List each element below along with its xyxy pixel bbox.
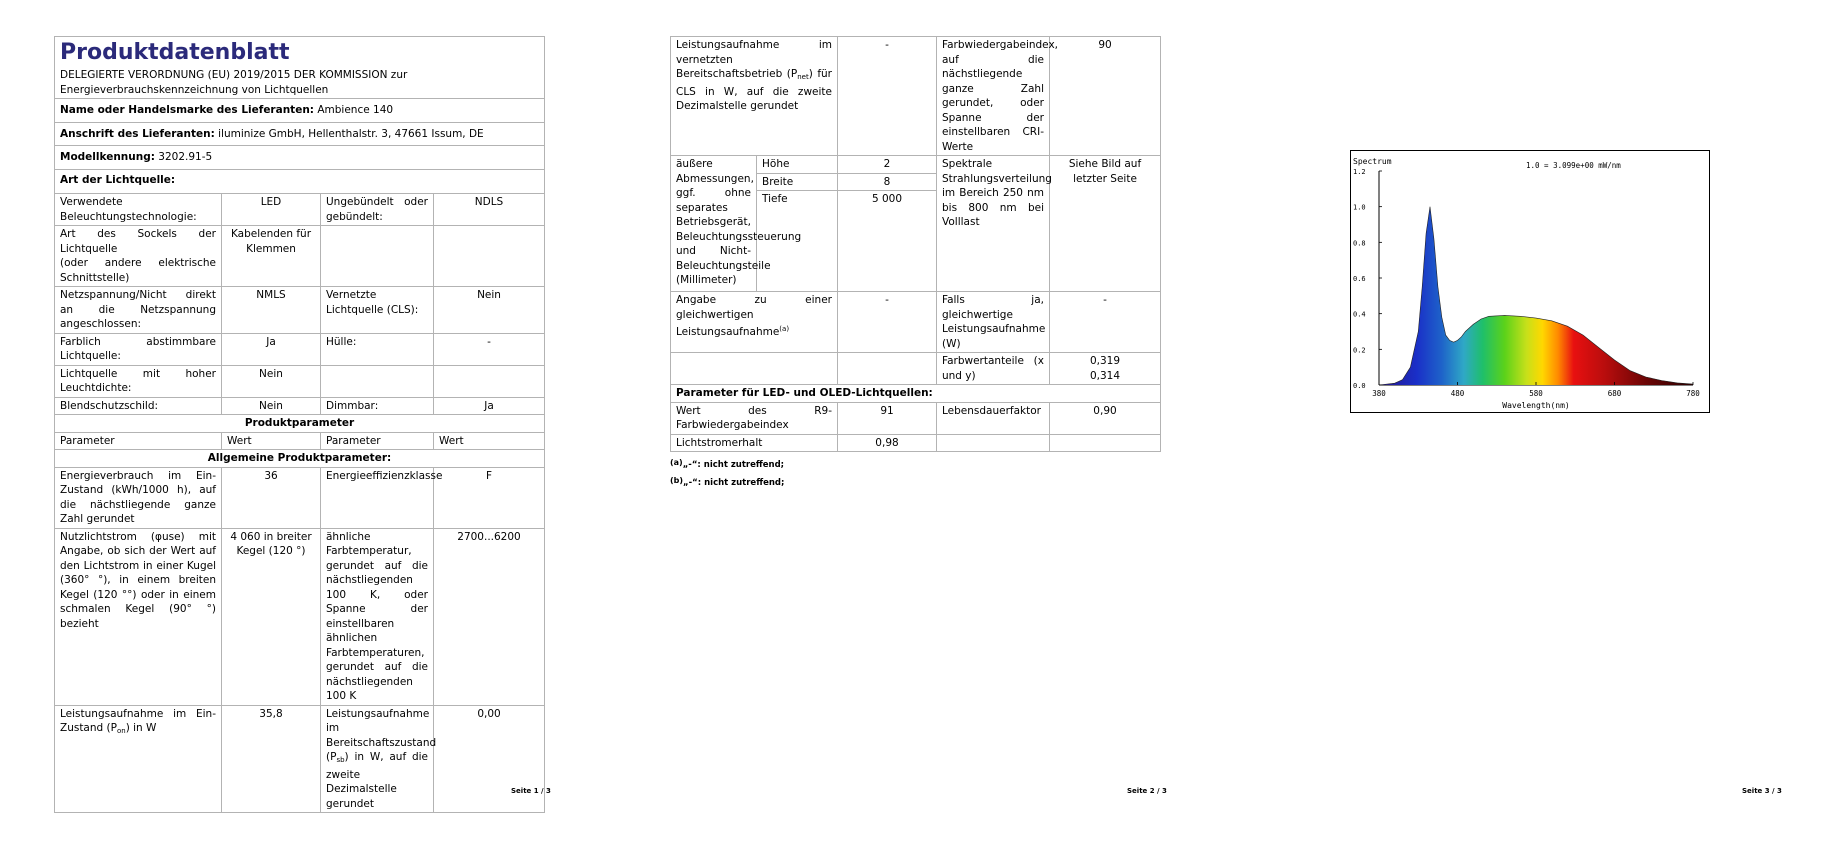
general-params-heading: Allgemeine Produktparameter: bbox=[55, 450, 545, 468]
lumen-label: Lichtstromerhalt bbox=[671, 434, 838, 452]
param-col-header: Parameter bbox=[321, 432, 434, 450]
socket-label-a: Art des Sockels der Lichtquelle bbox=[60, 228, 216, 255]
pnet-label: Leistungsaufnahme im vernetzten Bereitschaftsbetrieb $(P_{net})$ für CLS in W, auf die zweite Dezimalstelle gerundet bbox=[671, 37, 838, 156]
y-tick-label: 1.2 bbox=[1353, 168, 1366, 176]
glare-label: Blendschutzschild: bbox=[55, 397, 222, 415]
supplier-address-value: iluminize GmbH, Hellenthalstr. 3, 47661 Issum, DE bbox=[218, 127, 484, 140]
light-source-type-heading: Art der Lichtquelle: bbox=[55, 169, 545, 194]
supplier-name-value: Ambience 140 bbox=[317, 104, 394, 116]
cri-label: Farbwiedergabeindex, auf die nächstliegende ganze Zahl gerundet, oder Spanne der einstellbaren CRI-Werte bbox=[937, 37, 1050, 156]
y-tick-label: 0.6 bbox=[1353, 275, 1366, 283]
envelope-value: - bbox=[434, 333, 545, 365]
x-tick-label: 580 bbox=[1529, 389, 1543, 398]
x-tick-label: 780 bbox=[1686, 389, 1700, 398]
supplier-address-label: Anschrift des Lieferanten: bbox=[60, 127, 215, 140]
y-tick-label: 0.2 bbox=[1353, 346, 1366, 355]
width-value: 8 bbox=[838, 173, 937, 191]
depth-label: Tiefe bbox=[757, 191, 838, 292]
ndls-value: NDLS bbox=[434, 194, 545, 226]
luminance-label: Lichtquelle mit hoher Leuchtdichte: bbox=[55, 365, 222, 397]
depth-value: 5 000 bbox=[838, 191, 937, 292]
value-col-header: Wert bbox=[222, 432, 321, 450]
empty-cell bbox=[838, 353, 937, 385]
cct-label: ähnliche Farbtemperatur, gerundet auf die nächstliegenden 100 K, oder Spanne der einstellbaren ähnlichen Farbtemperaturen, gerundet auf die nächstliegenden 100 K bbox=[321, 528, 434, 705]
x-tick-label: 480 bbox=[1450, 389, 1465, 398]
x-tick-label: 680 bbox=[1607, 389, 1622, 398]
scale-note: 1.0 = 3.099e+00 mW/nm bbox=[1526, 161, 1621, 170]
empty-cell bbox=[1050, 434, 1161, 452]
tunable-value: Ja bbox=[222, 333, 321, 365]
footnote-a: (a)„-“: nicht zutreffend; bbox=[670, 458, 785, 470]
cct-value: 2700...6200 bbox=[434, 528, 545, 705]
regulation-text: DELEGIERTE VERORDNUNG (EU) 2019/2015 DER KOMMISSION zur Energieverbrauchskennzeichnung von Lichtquellen bbox=[60, 69, 408, 96]
spectrum-label: Spectrum bbox=[1353, 157, 1392, 166]
empty-cell bbox=[671, 353, 838, 385]
page-title: Produktdatenblatt bbox=[60, 40, 290, 65]
y-tick-label: 0.4 bbox=[1353, 310, 1366, 319]
y-tick-label: 0.0 bbox=[1353, 382, 1366, 390]
page-3-footer: Seite 3 / 3 bbox=[1742, 787, 1782, 795]
spectral-value: Siehe Bild auf letzter Seite bbox=[1050, 156, 1161, 292]
dimmable-value: Ja bbox=[434, 397, 545, 415]
product-sheet-table-page-1 bbox=[54, 36, 545, 813]
equiv-value: - bbox=[838, 292, 937, 353]
if-equiv-label: Falls ja, gleichwertige Leistungsaufnahme (W) bbox=[937, 292, 1050, 353]
cls-value: Nein bbox=[434, 287, 545, 334]
footnote-b: (b)„-“: nicht zutreffend; bbox=[670, 476, 785, 488]
x-tick-label: 380 bbox=[1372, 389, 1386, 398]
flux-value: 4 060 in breiter Kegel (120 °) bbox=[222, 528, 321, 705]
survival-value: 0,90 bbox=[1050, 402, 1161, 434]
socket-label-b: (oder andere elektrische Schnittstelle) bbox=[60, 257, 216, 284]
param-col-header: Parameter bbox=[55, 432, 222, 450]
model-label: Modellkennung: bbox=[60, 151, 155, 163]
socket-value: Kabelenden für Klemmen bbox=[222, 226, 321, 287]
glare-value: Nein bbox=[222, 397, 321, 415]
x-axis-label: Wavelength(nm) bbox=[1502, 401, 1570, 410]
spectral-label: Spektrale Strahlungsverteilung im Bereich 250 nm bis 800 nm bei Volllast bbox=[937, 156, 1050, 292]
product-sheet-table-page-2 bbox=[670, 36, 1161, 452]
mains-label: Netzspannung/Nicht direkt an die Netzspannung angeschlossen: bbox=[55, 287, 222, 334]
dimmable-label: Dimmbar: bbox=[321, 397, 434, 415]
envelope-label: Hülle: bbox=[321, 333, 434, 365]
spectrum-chart bbox=[1351, 151, 1709, 412]
energy-label: Energieverbrauch im Ein-Zustand (kWh/1000 h), auf die nächstliegende ganze Zahl gerundet bbox=[55, 467, 222, 528]
mains-value: NMLS bbox=[222, 287, 321, 334]
psb-value: 0,00 bbox=[434, 705, 545, 813]
eff-class-label: Energieeffizienzklasse bbox=[321, 467, 434, 528]
tunable-label: Farblich abstimmbare Lichtquelle: bbox=[55, 333, 222, 365]
eff-class-value: F bbox=[434, 467, 545, 528]
r9-value: 91 bbox=[838, 402, 937, 434]
height-value: 2 bbox=[838, 156, 937, 174]
page-2-footer: Seite 2 / 3 bbox=[1127, 787, 1167, 795]
pon-label: Leistungsaufnahme im Ein-Zustand $(P_{on})$ in W bbox=[55, 705, 222, 813]
cri-value: 90 bbox=[1050, 37, 1161, 156]
chroma-value: 0,319 0,314 bbox=[1050, 353, 1161, 385]
page-1-footer: Seite 1 / 3 bbox=[511, 787, 551, 795]
height-label: Höhe bbox=[757, 156, 838, 174]
y-tick-label: 0.8 bbox=[1353, 239, 1366, 248]
tech-label: Verwendete Beleuchtungstechnologie: bbox=[55, 194, 222, 226]
y-tick-label: 1.0 bbox=[1353, 203, 1366, 212]
empty-cell bbox=[434, 365, 545, 397]
chroma-label: Farbwertanteile (x und y) bbox=[937, 353, 1050, 385]
page-1 bbox=[54, 36, 545, 813]
led-params-heading: Parameter für LED- und OLED-Lichtquellen: bbox=[671, 385, 1161, 403]
ndls-label: Ungebündelt oder gebündelt: bbox=[321, 194, 434, 226]
cls-label: Vernetzte Lichtquelle (CLS): bbox=[321, 287, 434, 334]
empty-cell bbox=[321, 365, 434, 397]
equiv-label: Angabe zu einer gleichwertigen Leistungsaufnahme$^{(a)}$ bbox=[671, 292, 838, 353]
if-equiv-value: - bbox=[1050, 292, 1161, 353]
product-params-heading: Produktparameter bbox=[55, 415, 545, 433]
empty-cell bbox=[321, 226, 434, 287]
spectrum-chart-frame bbox=[1350, 150, 1710, 413]
dims-label: äußere Abmessungen, ggf. ohne separates Betriebsgerät, Beleuchtungssteuerung und Nicht-Beleuchtungsteile (Millimeter) bbox=[671, 156, 757, 292]
empty-cell bbox=[434, 226, 545, 287]
r9-label: Wert des R9-Farbwiedergabeindex bbox=[671, 402, 838, 434]
model-value: 3202.91-5 bbox=[158, 151, 213, 163]
tech-value: LED bbox=[222, 194, 321, 226]
lumen-value: 0,98 bbox=[838, 434, 937, 452]
pnet-value: - bbox=[838, 37, 937, 156]
page-2 bbox=[670, 36, 1161, 491]
psb-label: Leistungsaufnahme im Bereitschaftszustand $(P_{sb})$ in W, auf die zweite Dezimalstelle gerundet bbox=[321, 705, 434, 813]
empty-cell bbox=[937, 434, 1050, 452]
flux-label: Nutzlichtstrom (φuse) mit Angabe, ob sich der Wert auf den Lichtstrom in einer Kugel (360° °), in einem breiten Kegel (120 °°) oder in einem schmalen Kegel (90° °) bezieht bbox=[55, 528, 222, 705]
luminance-value: Nein bbox=[222, 365, 321, 397]
width-label: Breite bbox=[757, 173, 838, 191]
supplier-name-label: Name oder Handelsmarke des Lieferanten: bbox=[60, 104, 314, 116]
survival-label: Lebensdauerfaktor bbox=[937, 402, 1050, 434]
pon-value: 35,8 bbox=[222, 705, 321, 813]
energy-value: 36 bbox=[222, 467, 321, 528]
value-col-header: Wert bbox=[434, 432, 545, 450]
